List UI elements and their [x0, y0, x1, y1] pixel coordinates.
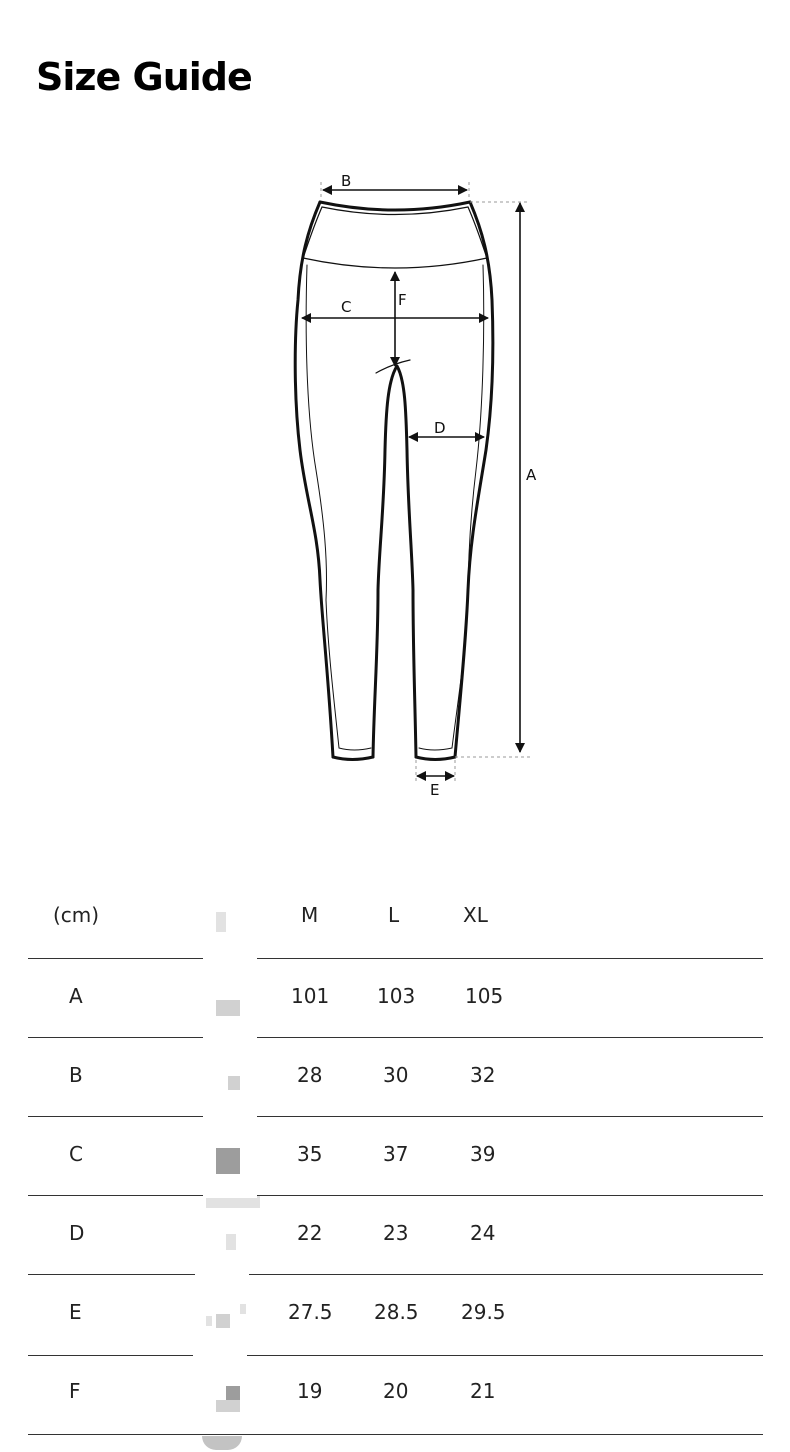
- cell-c-m: 35: [297, 1142, 323, 1166]
- row-label-d: D: [69, 1221, 85, 1245]
- cell-f-xl: 21: [470, 1379, 496, 1403]
- size-header-xl: XL: [463, 903, 488, 927]
- leggings-outline: [295, 202, 493, 760]
- cell-e-m: 27.5: [288, 1300, 333, 1324]
- size-table: [0, 870, 790, 1452]
- label-d: D: [434, 419, 446, 437]
- row-divider: [28, 1434, 763, 1435]
- cell-c-xl: 39: [470, 1142, 496, 1166]
- cell-e-l: 28.5: [374, 1300, 419, 1324]
- row-divider: [28, 1274, 763, 1275]
- size-header-l: L: [388, 903, 400, 927]
- cell-b-m: 28: [297, 1063, 323, 1087]
- row-label-c: C: [69, 1142, 83, 1166]
- cell-a-xl: 105: [465, 984, 504, 1008]
- row-divider: [28, 1037, 763, 1038]
- unit-label: (cm): [53, 903, 100, 927]
- label-f: F: [398, 291, 407, 309]
- label-e: E: [430, 781, 440, 799]
- page-title: Size Guide: [36, 55, 252, 99]
- row-divider: [28, 1355, 763, 1356]
- cell-c-l: 37: [383, 1142, 409, 1166]
- cell-a-m: 101: [291, 984, 330, 1008]
- row-divider: [28, 1116, 763, 1117]
- size-header-m: M: [301, 903, 319, 927]
- row-divider: [28, 958, 763, 959]
- cell-b-l: 30: [383, 1063, 409, 1087]
- cell-d-l: 23: [383, 1221, 409, 1245]
- label-c: C: [341, 298, 352, 316]
- cell-a-l: 103: [377, 984, 416, 1008]
- row-label-b: B: [69, 1063, 83, 1087]
- row-divider: [28, 1195, 763, 1196]
- cell-d-m: 22: [297, 1221, 323, 1245]
- cell-e-xl: 29.5: [461, 1300, 506, 1324]
- guide-lines: [321, 182, 530, 782]
- label-b: B: [341, 172, 352, 190]
- row-label-f: F: [69, 1379, 81, 1403]
- row-label-a: A: [69, 984, 83, 1008]
- row-label-e: E: [69, 1300, 82, 1324]
- label-a: A: [526, 466, 537, 484]
- cell-b-xl: 32: [470, 1063, 496, 1087]
- cell-d-xl: 24: [470, 1221, 496, 1245]
- cell-f-m: 19: [297, 1379, 323, 1403]
- measurement-arrows: [302, 190, 520, 776]
- cell-f-l: 20: [383, 1379, 409, 1403]
